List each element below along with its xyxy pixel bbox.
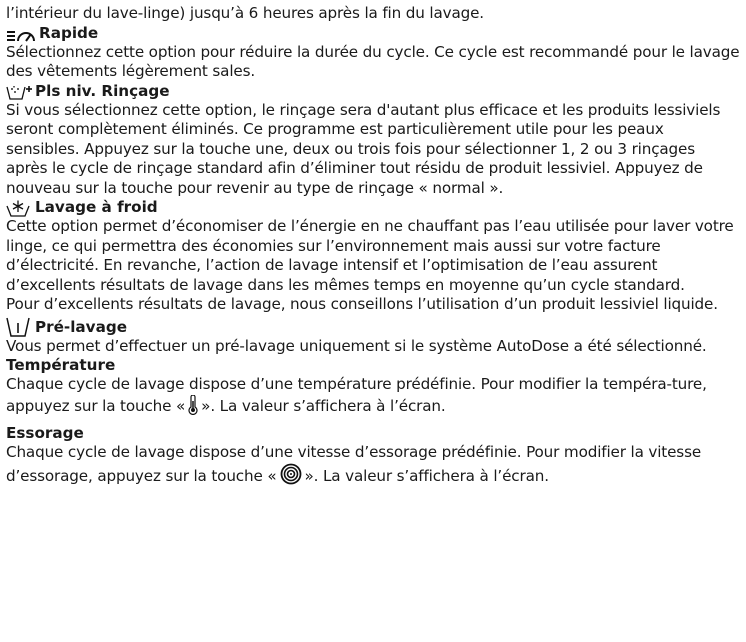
spin-icon [279, 463, 303, 485]
essorage-heading [6, 424, 740, 443]
intro-line: l’intérieur du lave-linge) jusqu’à 6 heures après la fin du lavage. [6, 4, 484, 22]
essorage-text-before: Chaque cycle de lavage dispose d’une vitesse d’essorage prédéfinie. Pour modifier la vitesse d’essorage, appuyez sur la touche « [6, 443, 702, 485]
rincage-title: Pls niv. Rinçage [35, 81, 170, 100]
prelavage-text: Vous permet d’effectuer un pré-lavage uniquement si le système AutoDose a été sélectionné. [6, 336, 707, 355]
temperature-text [6, 375, 740, 416]
rapide-icon [6, 28, 36, 43]
rincage-heading [6, 82, 740, 101]
temperature-heading [6, 356, 740, 375]
froid-text-1: Cette option permet d’économiser de l’énergie en ne chauffant pas l’eau utilisée pour laver votre linge, ce qui permettra des économies sur l’environnement mais aussi sur votre facture d’électricité. En revanche, l’action de lavage intensif et l’optimisation de l’eau assurent d’excellents résultats de lavage dans les mêmes temps en moyenne qu’un cycle standard. [6, 217, 734, 294]
froid-heading [6, 198, 740, 217]
froid-title: Lavage à froid [35, 198, 158, 216]
temperature-text-after: ». La valeur s’affichera à l’écran. [201, 396, 446, 415]
prewash-icon [6, 316, 32, 337]
rapide-text: Sélectionnez cette option pour réduire la durée du cycle. Ce cycle est recommandé pour le lavage des vêtements légèrement sales. [6, 42, 740, 80]
rapide-heading [6, 24, 740, 43]
froid-text-2: Pour d’excellents résultats de lavage, nous conseillons l’utilisation d’un produit lessiviel liquide. [6, 295, 718, 313]
prelavage-heading [6, 315, 740, 337]
extra-rinse-icon [6, 85, 32, 101]
rincage-text: Si vous sélectionnez cette option, le rinçage sera d'autant plus efficace et les produits lessiviels seront complètement éliminés. Ce programme est particulièrement utile pour les peaux sensibles. Appuyez sur la touche une, deux ou trois fois pour sélectionner 1, 2 ou 3 rinçages après le cycle de rinçage standard afin d’éliminer tout résidu de produit lessiviel. Appuyez de nouveau sur la touche pour revenir au type de rinçage « normal ». [6, 100, 721, 197]
temperature-text-before: Chaque cycle de lavage dispose d’une température prédéfinie. Pour modifier la tempéra-ture, appuyez sur la touche « [6, 375, 707, 415]
rapide-title: Rapide [39, 23, 99, 42]
temperature-title: Température [6, 356, 116, 374]
essorage-text-after: ». La valeur s’affichera à l’écran. [304, 466, 549, 485]
thermometer-icon [187, 395, 199, 415]
cold-wash-icon [6, 200, 32, 217]
prelavage-title: Pré-lavage [35, 317, 128, 336]
essorage-title: Essorage [6, 424, 84, 442]
essorage-text [6, 443, 740, 486]
